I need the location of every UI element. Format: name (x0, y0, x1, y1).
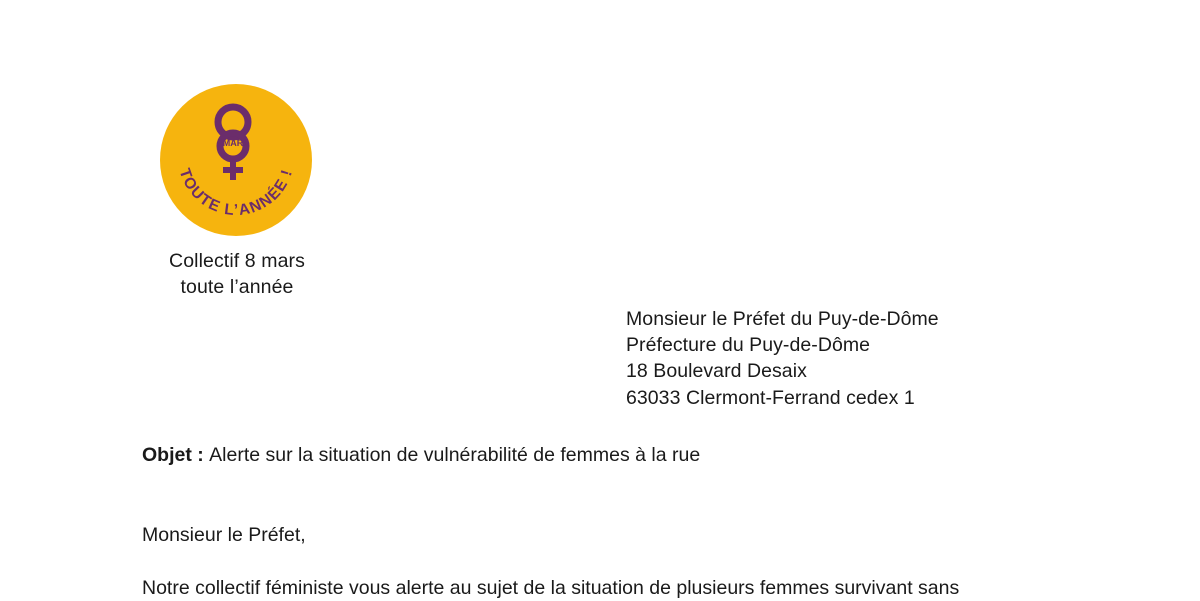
recipient-line-3: 18 Boulevard Desaix (626, 360, 807, 383)
recipient-line-1: Monsieur le Préfet du Puy-de-Dôme (626, 308, 939, 330)
recipient-line-2: Préfecture du Puy-de-Dôme (626, 334, 871, 357)
letterhead (152, 84, 452, 300)
organization-name-line1: Collectif 8 mars (169, 250, 305, 272)
organization-name-line2: toute l’année (180, 276, 294, 298)
recipient-line-4: 63033 Clermont-Ferrand cedex 1 (626, 386, 915, 409)
body-paragraph-1: Notre collectif féministe vous alerte au sujet de la situation de plusieurs femmes survivant sans (142, 577, 960, 599)
logo-arc-label: TOUTE L’ANNÉE ! (175, 166, 297, 220)
recipient-address-block (626, 306, 939, 411)
collective-logo (160, 84, 312, 236)
organization-name (152, 248, 322, 300)
subject-text: Alerte sur la situation de vulnérabilité de femmes à la rue (209, 444, 701, 466)
logo-artwork-icon (160, 84, 312, 236)
salutation: Monsieur le Préfet, (142, 524, 306, 546)
logo-mars-label: MARS (222, 138, 250, 148)
subject-line (142, 442, 700, 468)
subject-label: Objet : (142, 444, 210, 466)
